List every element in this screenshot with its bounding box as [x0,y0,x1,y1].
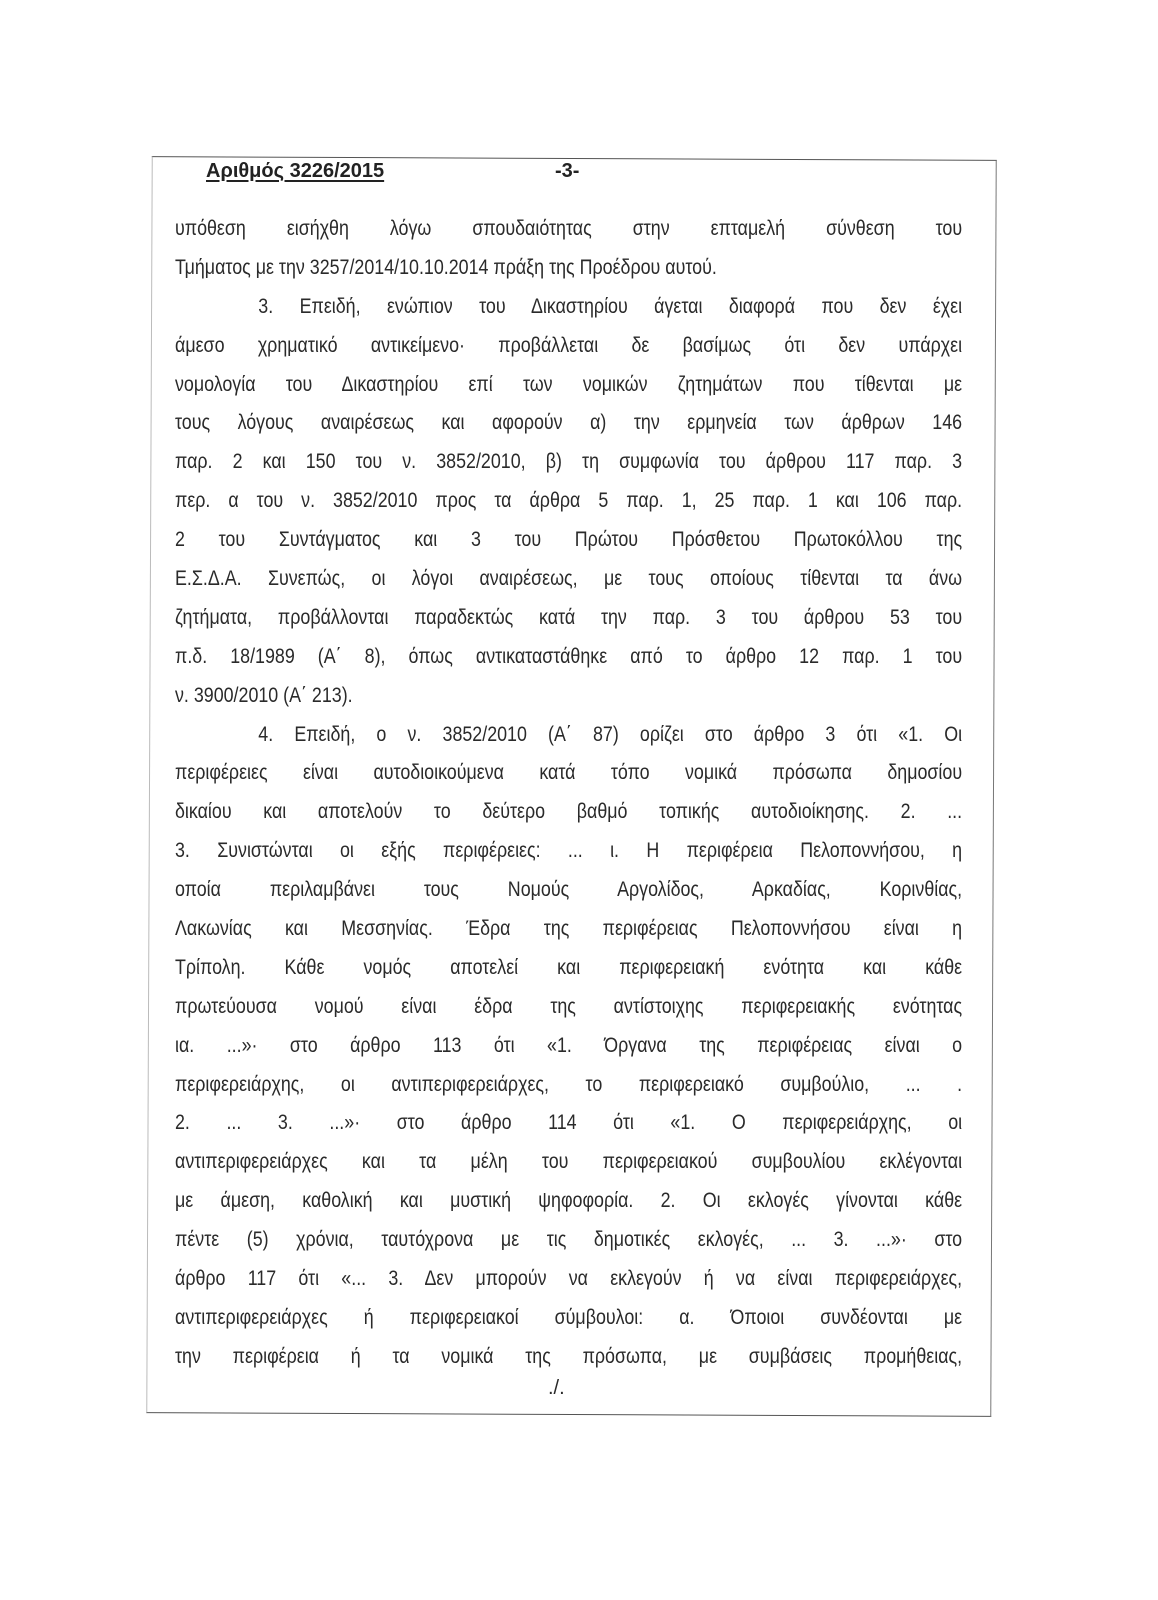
text-line: με άμεση, καθολική και μυστική ψηφοφορία. 2. Οι εκλογές γίνονται κάθε [175,1189,963,1213]
text-line: άρθρο 117 ότι «... 3. Δεν μπορούν να εκλεγούν ή να είναι περιφερειάρχες, [175,1267,963,1291]
text-line: Λακωνίας και Μεσσηνίας. Έδρα της περιφέρειας Πελοποννήσου είναι η [175,917,963,941]
text-line: άμεσο χρηματικό αντικείμενο· προβάλλεται δε βασίμως ότι δεν υπάρχει [175,333,963,357]
text-line: αντιπεριφερειάρχες ή περιφερειακοί σύμβουλοι: α. Όποιοι συνδέονται με [175,1305,963,1329]
text-line: 3. Συνιστώνται οι εξής περιφέρειες: ... ι. Η περιφέρεια Πελοποννήσου, η [175,839,963,863]
text-line: την περιφέρεια ή τα νομικά της πρόσωπα, με συμβάσεις προμήθειας, [175,1344,963,1368]
text-line: υπόθεση εισήχθη λόγω σπουδαιότητας στην επταμελή σύνθεση του [175,217,963,240]
text-line: τους λόγους αναιρέσεως και αφορούν α) την ερμηνεία των άρθρων 146 [175,411,963,435]
case-number: Αριθμός 3226/2015 [206,160,385,182]
text-line: Τμήματος με την 3257/2014/10.10.2014 πράξη της Προέδρου αυτού. [175,255,717,279]
text-line: 2 του Συντάγματος και 3 του Πρώτου Πρόσθετου Πρωτοκόλλου της [175,528,963,552]
text-line: π.δ. 18/1989 (Α΄ 8), όπως αντικαταστάθηκε από το άρθρο 12 παρ. 1 του [175,644,963,668]
text-line: δικαίου και αποτελούν το δεύτερο βαθμό τοπικής αυτοδιοίκησης. 2. ... [175,800,963,824]
text-line: αντιπεριφερειάρχες και τα μέλη του περιφερειακού συμβουλίου εκλέγονται [175,1150,963,1174]
text-line: ζητήματα, προβάλλονται παραδεκτώς κατά την παρ. 3 του άρθρου 53 του [175,605,963,629]
text-line: ια. ...»· στο άρθρο 113 ότι «1. Όργανα της περιφέρειας είναι ο [175,1033,963,1057]
text-line: Ε.Σ.Δ.Α. Συνεπώς, οι λόγοι αναιρέσεως, με τους οποίους τίθενται τα άνω [175,567,963,591]
text-line: πέντε (5) χρόνια, ταυτόχρονα με τις δημοτικές εκλογές, ... 3. ...»· στο [175,1228,963,1252]
text-line: Τρίπολη. Κάθε νομός αποτελεί και περιφερειακή ενότητα και κάθε [175,955,963,979]
text-line: 2. ... 3. ...»· στο άρθρο 114 ότι «1. Ο περιφερειάρχης, οι [175,1111,963,1135]
text-line: οποία περιλαμβάνει τους Νομούς Αργολίδος, Αρκαδίας, Κορινθίας, [175,878,963,902]
text-line: πρωτεύουσα νομού είναι έδρα της αντίστοιχης περιφερειακής ενότητας [175,994,963,1018]
text-line: παρ. 2 και 150 του ν. 3852/2010, β) τη συμφωνία του άρθρου 117 παρ. 3 [175,450,963,474]
text-line: ν. 3900/2010 (Α΄ 213). [175,683,353,707]
paragraph-4-start: 4. Επειδή, ο ν. 3852/2010 (Α΄ 87) ορίζει στο άρθρο 3 ότι «1. Οι [258,722,963,746]
text-line: περιφερειάρχης, οι αντιπεριφερειάρχες, το περιφερειακό συμβούλιο, ... . [175,1072,963,1096]
document-body [175,210,962,1377]
text-line: περιφέρειες είναι αυτοδιοικούμενα κατά τόπο νομικά πρόσωπα δημοσίου [175,761,963,785]
continuation-mark: ./. [548,1377,565,1399]
text-line: νομολογία του Δικαστηρίου επί των νομικών ζητημάτων που τίθενται με [175,372,963,396]
text-line: περ. α του ν. 3852/2010 προς τα άρθρα 5 παρ. 1, 25 παρ. 1 και 106 παρ. [175,489,963,513]
page-number: -3- [555,160,580,182]
paragraph-3-start: 3. Επειδή, ενώπιον του Δικαστηρίου άγεται διαφορά που δεν έχει [258,294,963,318]
